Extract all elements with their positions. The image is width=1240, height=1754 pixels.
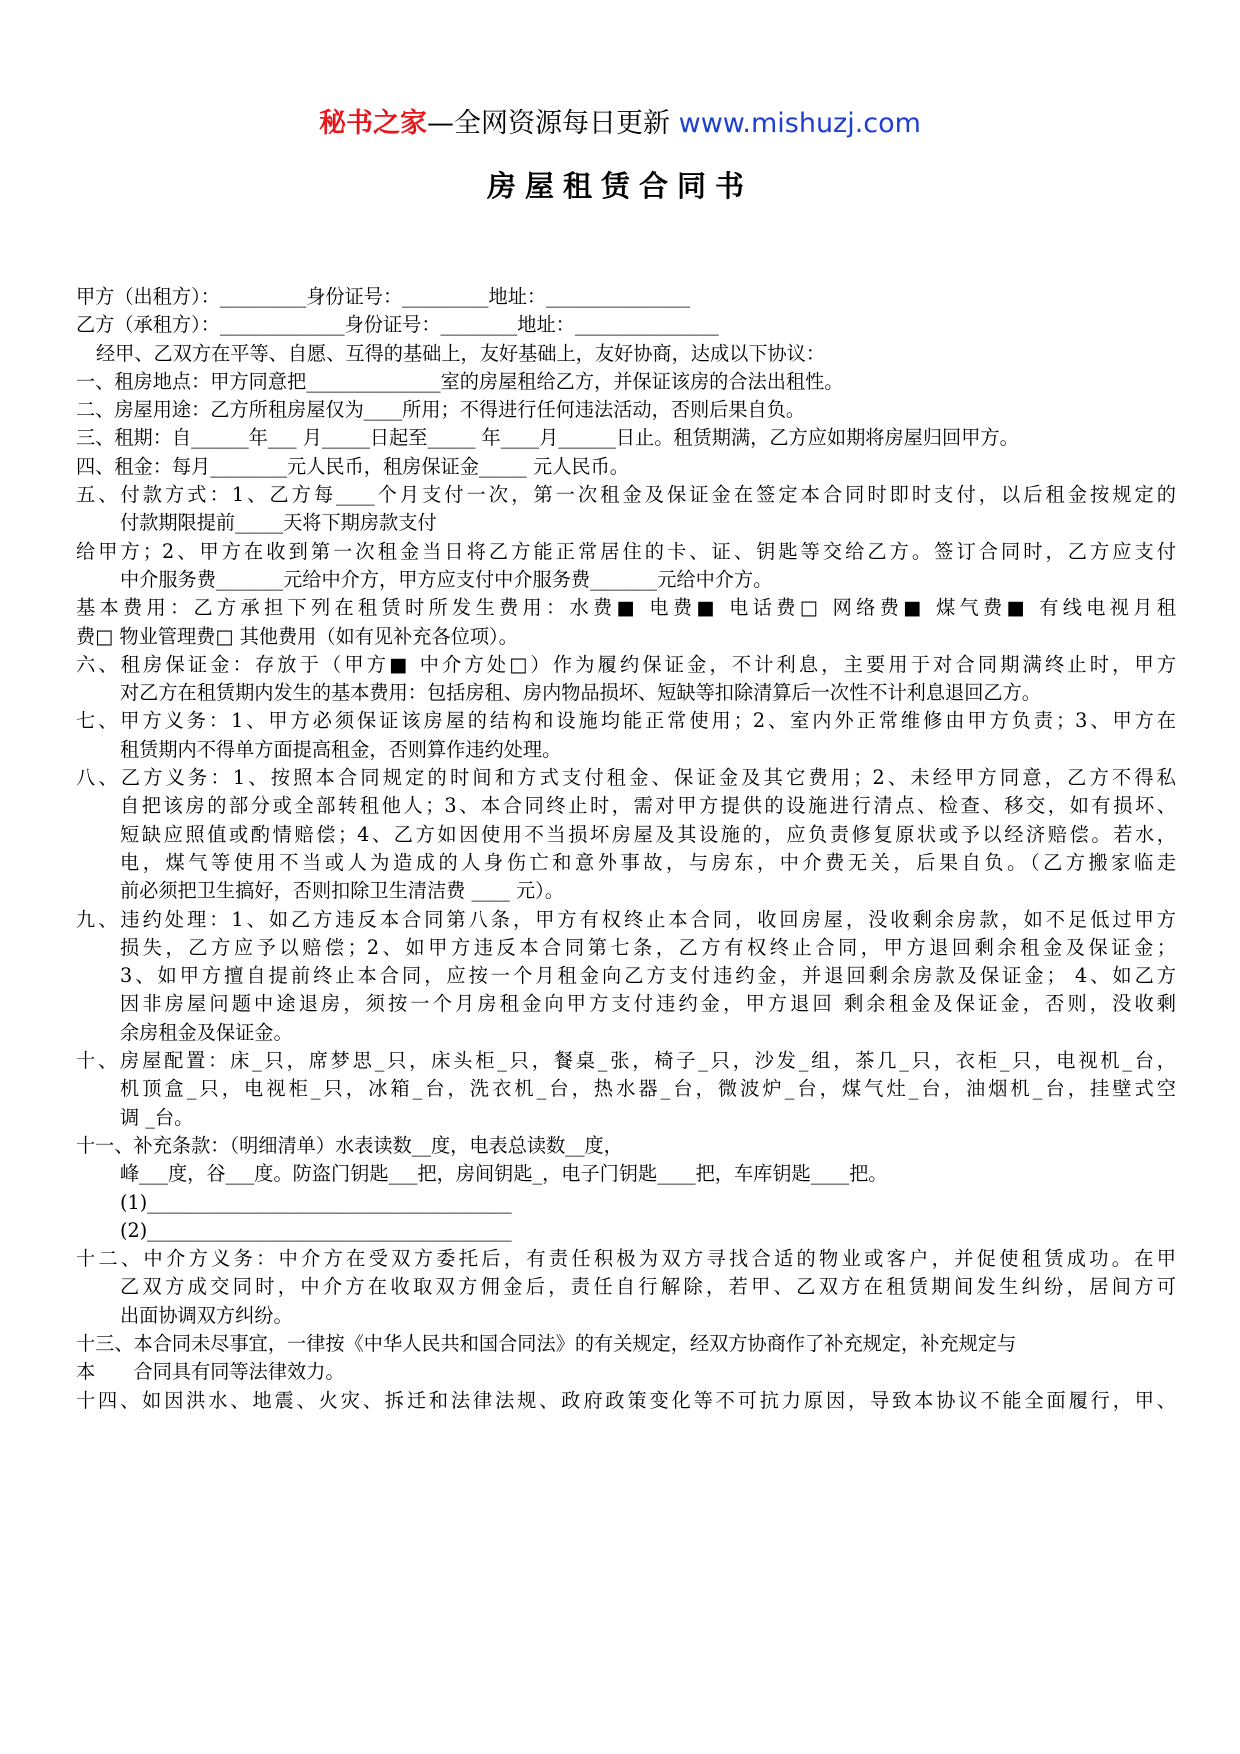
clause-5-line-2: 付款期限提前_____天将下期房款支付 [120,511,437,535]
basic-fees-line-1: 基本费用：乙方承担下列在租赁时所发生费用：水费■ 电费■ 电话费□ 网络费■ 煤气费■ 有线电视月租 [76,596,1176,620]
clause-9-line-3: 3、如甲方擅自提前终止本合同，应按一个月租金向乙方支付违约金，并退回剩余房款及保证金； 4、如乙方 [120,964,1176,988]
clause-5-line-1: 五、付款方式：1、乙方每____个月支付一次，第一次租金及保证金在签定本合同时即时支付，以后租金按规定的 [76,483,1176,507]
document-title: 房屋租赁合同书 [486,169,753,203]
clause-5-line-4: 中介服务费_______元给中介方，甲方应支付中介服务费_______元给中介方。 [120,567,773,591]
clause-10-line-1: 十、房屋配置：床_只，席梦思_只，床头柜_只，餐桌_张，椅子_只，沙发_组，茶几_只，衣柜_只，电视机_台， [76,1049,1176,1073]
clause-12-line-3: 出面协调双方纠纷。 [120,1303,293,1327]
clause-13-line-2: 本 合同具有同等法律效力。 [76,1360,345,1384]
clause-9-line-4: 因非房屋问题中途退房，须按一个月房租金向甲方支付违约金，甲方退回 剩余租金及保证金，否则，没收剩 [120,992,1176,1016]
clause-7-line-1: 七、甲方义务：1、甲方必须保证该房屋的结构和设施均能正常使用；2、室内外正常维修由甲方负责；3、甲方在 [76,709,1176,733]
party-b-line: 乙方（承租方）：_____________身份证号：________地址：_______________ [76,313,719,337]
clause-1: 一、租房地点：甲方同意把______________室的房屋租给乙方，并保证该房的合法出租性。 [76,369,844,393]
clause-2: 二、房屋用途：乙方所租房屋仅为____所用；不得进行任何违法活动，否则后果自负。 [76,398,806,422]
supplement-item-1: (1)______________________________________ [120,1190,512,1214]
brand-slogan: —全网资源每日更新 [427,108,671,139]
party-a-line: 甲方（出租方）：_________身份证号：_________地址：_______________ [76,285,690,308]
site-banner [0,104,1240,144]
clause-10-line-3: 调 _台。 [120,1105,194,1129]
clause-8-line-4: 电，煤气等使用不当或人为造成的人身伤亡和意外事故，与房东，中介费无关，后果自负。（乙方搬家临走 [120,850,1176,874]
clause-12-line-2: 乙双方成交同时，中介方在收取双方佣金后，责任自行解除，若甲、乙双方在租赁期间发生纠纷，居间方可 [120,1275,1176,1299]
brand-name: 秘书之家 [319,108,428,139]
clause-10-line-2: 机顶盒_只，电视柜_只，冰箱_台，洗衣机_台，热水器_台，微波炉_台，煤气灶_台，油烟机_台，挂壁式空 [120,1077,1176,1101]
site-url[interactable]: www.mishuzj.com [678,108,921,139]
clause-4: 四、租金：每月________元人民币，租房保证金_____ 元人民币。 [76,454,629,478]
clause-6-line-1: 六、租房保证金：存放于（甲方■ 中介方处□）作为履约保证金，不计利息，主要用于对合同期满终止时，甲方 [76,652,1176,676]
clause-9-line-1: 九、违约处理：1、如乙方违反本合同第八条，甲方有权终止本合同，收回房屋，没收剩余房款，如不足低过甲方 [76,907,1176,931]
clause-13-line-1: 十三、本合同未尽事宜，一律按《中华人民共和国合同法》的有关规定，经双方协商作了补充规定，补充规定与 [76,1331,1017,1355]
clause-8-line-2: 自把该房的部分或全部转租他人；3、本合同终止时，需对甲方提供的设施进行清点、检查、移交，如有损坏、 [120,794,1176,818]
basic-fees-line-2: 费□ 物业管理费□ 其他费用（如有见补充各位项）。 [76,624,518,648]
clause-8-line-3: 短缺应照值或酌情赔偿；4、乙方如因使用不当损坏房屋及其设施的，应负责修复原状或予以经济赔偿。若水， [120,822,1176,846]
clause-8-line-1: 八、乙方义务：1、按照本合同规定的时间和方式支付租金、保证金及其它费用；2、未经甲方同意，乙方不得私 [76,766,1176,790]
clause-8-line-5: 前必须把卫生搞好，否则扣除卫生清洁费 ____ 元）。 [120,879,564,903]
clause-7-line-2: 租赁期内不得单方面提高租金，否则算作违约处理。 [120,737,562,761]
clause-9-line-5: 余房租金及保证金。 [120,1020,293,1044]
clause-11-line-1: 十一、补充条款：（明细清单）水表读数__度，电表总读数__度， [76,1133,623,1157]
clause-6-line-2: 对乙方在租赁期内发生的基本费用：包括房租、房内物品损坏、短缺等扣除清算后一次性不计利息退回乙方。 [120,681,1041,705]
clause-12-line-1: 十二、中介方义务：中介方在受双方委托后，有责任积极为双方寻找合适的物业或客户，并促使租赁成功。在甲 [76,1247,1176,1271]
clause-9-line-2: 损失，乙方应予以赔偿；2、如甲方违反本合同第七条，乙方有权终止合同，甲方退回剩余租金及保证金； [120,935,1176,959]
clause-11-line-2: 峰___度，谷___度。防盗门钥匙___把，房间钥匙_，电子门钥匙____把，车库钥匙____把。 [120,1162,888,1186]
contract-body [76,283,1176,1415]
clause-3: 三、租期：自______年___ 月_____日起至_____ 年____月______日止。租赁期满，乙方应如期将房屋归回甲方。 [76,426,1019,450]
clause-5-line-3: 给甲方；2、甲方在收到第一次租金当日将乙方能正常居住的卡、证、钥匙等交给乙方。签订合同时，乙方应支付 [76,539,1176,563]
clause-14-line-1: 十四、如因洪水、地震、火灾、拆迁和法律法规、政府政策变化等不可抗力原因，导致本协议不能全面履行，甲、 [76,1388,1176,1412]
preamble: 经甲、乙双方在平等、自愿、互得的基础上，友好基础上，友好协商，达成以下协议： [96,341,826,365]
supplement-item-2: (2)______________________________________ [120,1218,512,1242]
